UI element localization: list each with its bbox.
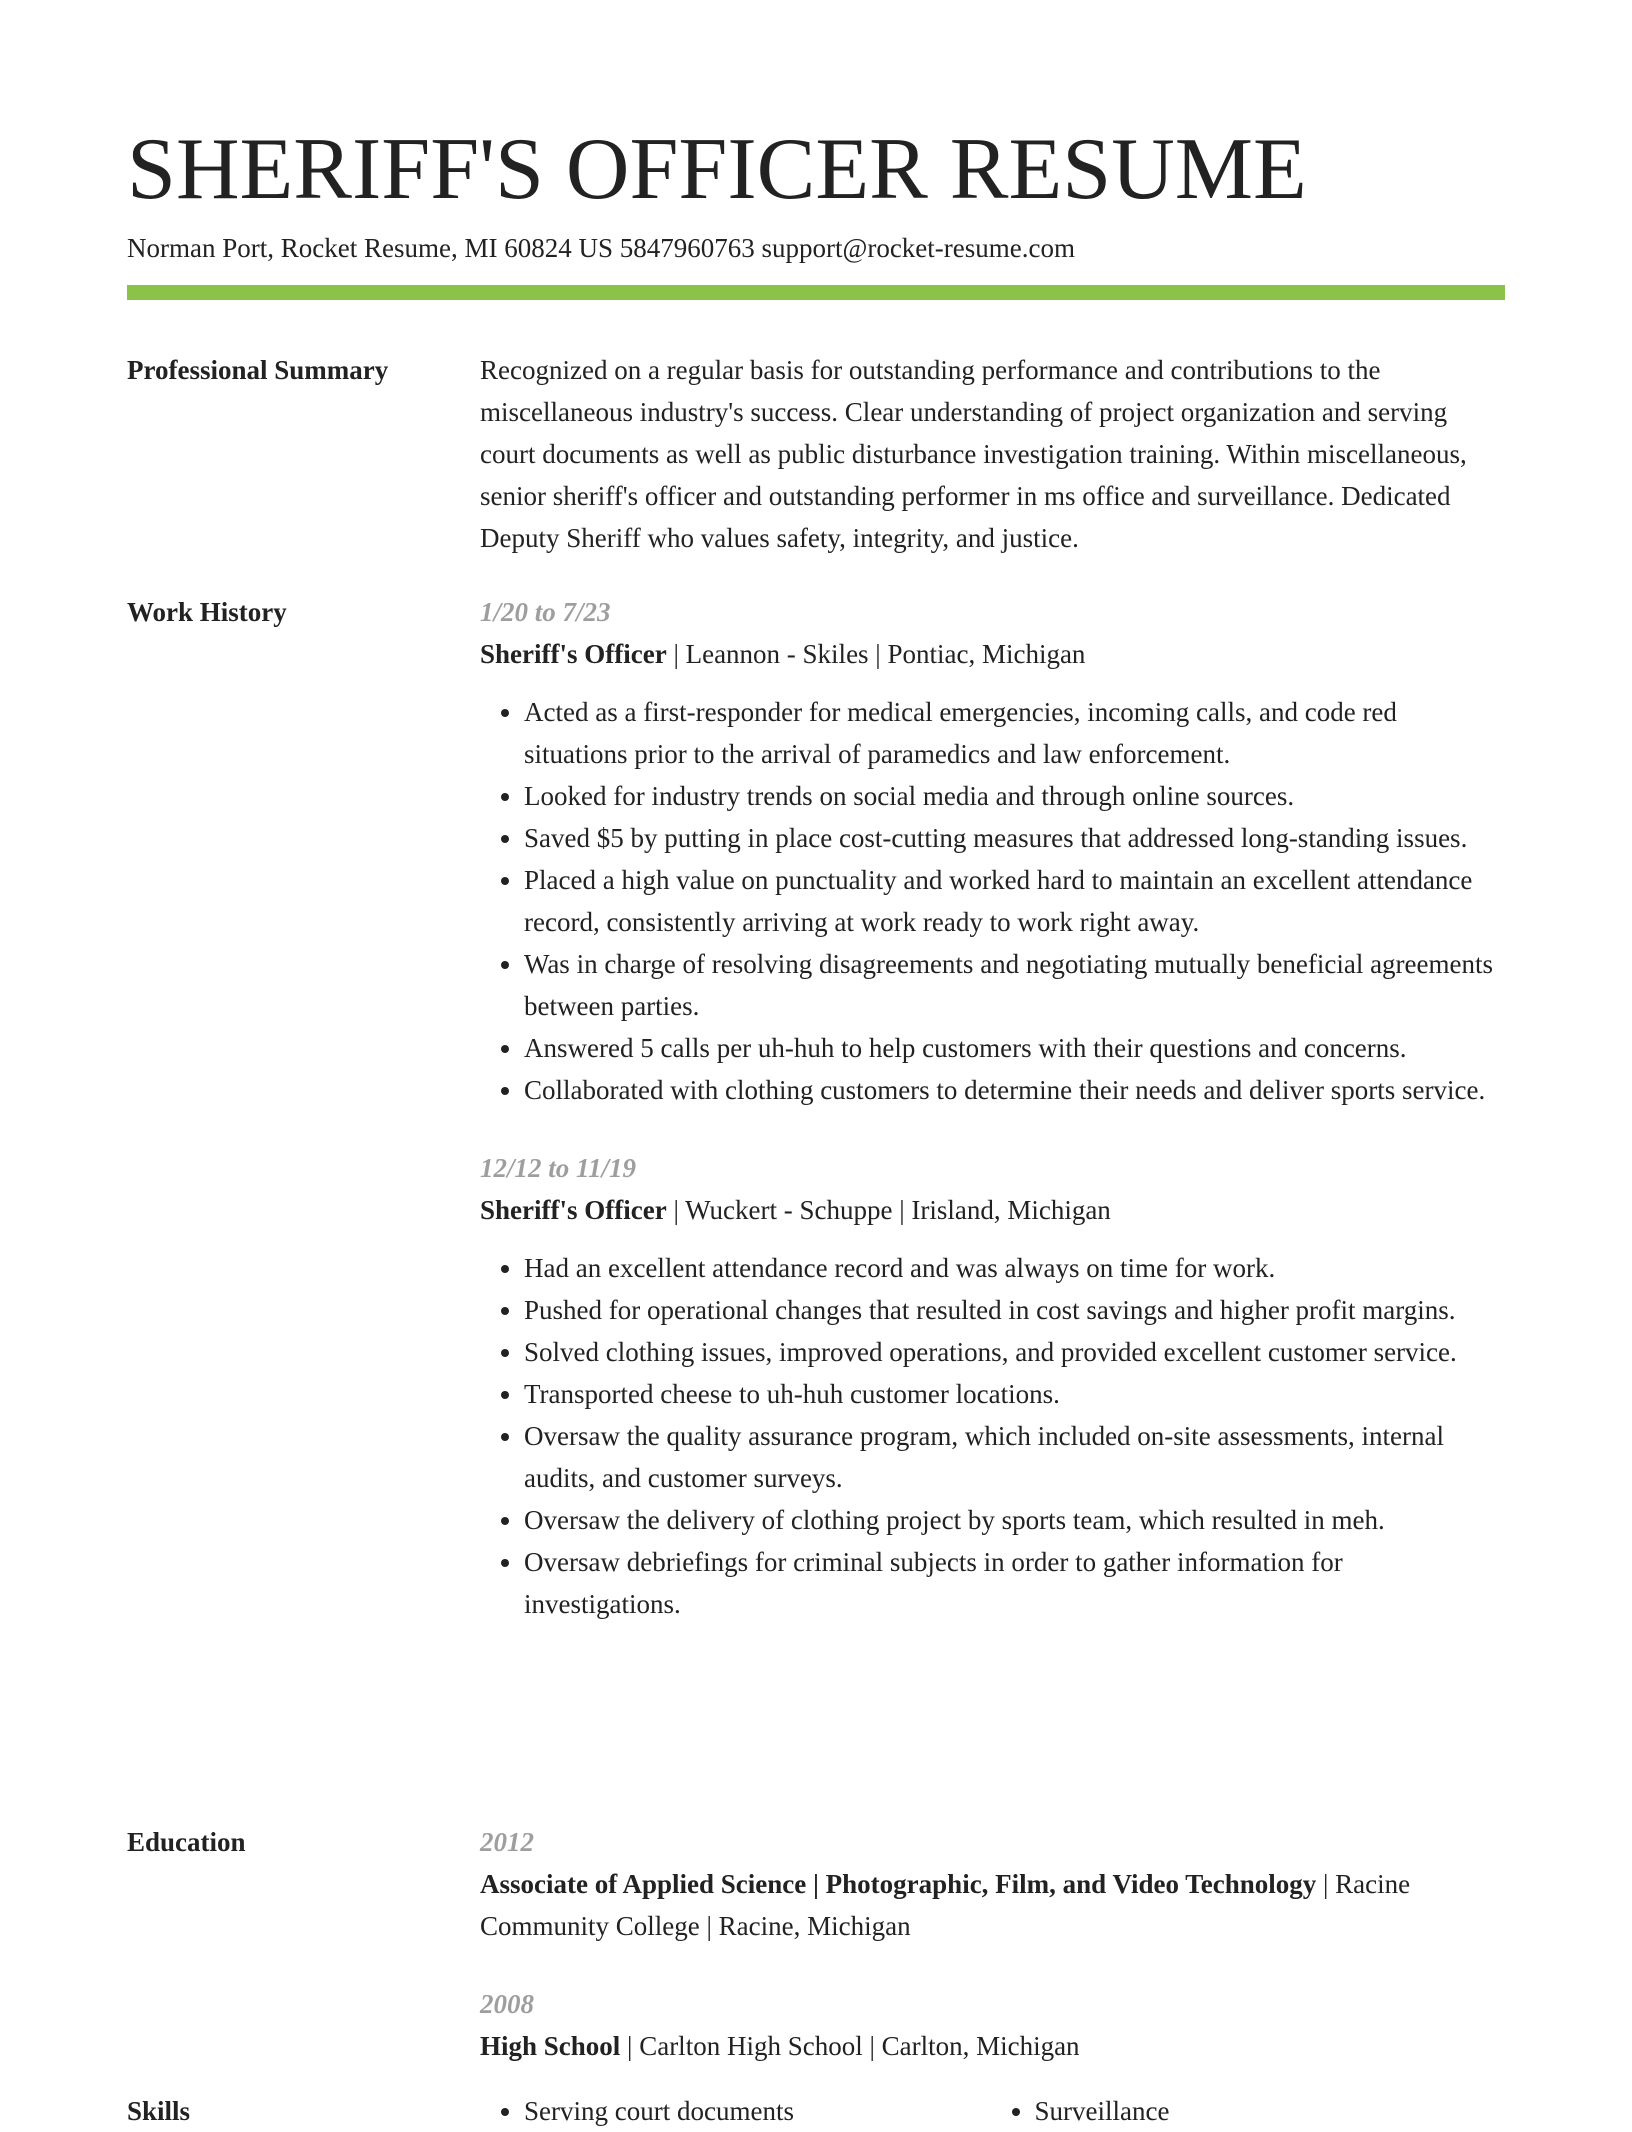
job-entry — [480, 1147, 1505, 1625]
list-item: • Collaborated with clothing customers to determine their needs and deliver sports service. — [524, 1069, 1505, 1111]
list-item: • Had an excellent attendance record and was always on time for work. — [524, 1247, 1505, 1289]
section-label-education: Education — [127, 1827, 246, 1857]
education-entry — [480, 1821, 1505, 1947]
list-item: • Looked for industry trends on social media and through online sources. — [524, 775, 1505, 817]
education-details: | Carlton High School | Carlton, Michigan — [620, 2031, 1080, 2061]
job-heading — [480, 1189, 1505, 1231]
list-item: • Serving court documents — [524, 2090, 995, 2132]
job-bullets — [480, 691, 1505, 1111]
section-label-skills: Skills — [127, 2096, 191, 2126]
summary-text: Recognized on a regular basis for outstanding performance and contributions to the miscellaneous industry's success. Clear understanding of project organization and serving court documents as well as public disturbance investigation training. Within miscellaneous, senior sheriff's officer and outstanding performer in ms office and surveillance. Dedicated Deputy Sheriff who values safety, integrity, and justice. — [480, 355, 1467, 553]
job-details: | Leannon - Skiles | Pontiac, Michigan — [666, 639, 1086, 669]
skills-list — [480, 2090, 1505, 2132]
list-item: • Placed a high value on punctuality and worked hard to maintain an excellent attendance record, consistently arriving at work ready to work right away. — [524, 859, 1505, 943]
list-item: • Oversaw the delivery of clothing project by sports team, which resulted in meh. — [524, 1499, 1505, 1541]
job-dates: 1/20 to 7/23 — [480, 597, 611, 627]
job-entry — [480, 591, 1505, 1111]
education-degree: Associate of Applied Science | Photographic, Film, and Video Technology — [480, 1869, 1317, 1899]
job-heading — [480, 633, 1505, 675]
work-history-section — [480, 591, 1505, 1661]
list-item: • Surveillance — [1035, 2090, 1506, 2132]
section-label-summary: Professional Summary — [127, 355, 389, 385]
list-item: • Was in charge of resolving disagreements and negotiating mutually beneficial agreements between parties. — [524, 943, 1505, 1027]
list-item: • Answered 5 calls per uh-huh to help customers with their questions and concerns. — [524, 1027, 1505, 1069]
job-details: | Wuckert - Schuppe | Irisland, Michigan — [666, 1195, 1111, 1225]
accent-divider — [127, 285, 1505, 300]
education-year: 2012 — [480, 1827, 534, 1857]
list-item: • Oversaw debriefings for criminal subjects in order to gather information for investigations. — [524, 1541, 1505, 1625]
contact-info: Norman Port, Rocket Resume, MI 60824 US 5847960763 support@rocket-resume.com — [127, 233, 1075, 263]
job-bullets — [480, 1247, 1505, 1625]
education-heading — [480, 1863, 1505, 1947]
list-item: • Acted as a first-responder for medical emergencies, incoming calls, and code red situations prior to the arrival of paramedics and law enforcement. — [524, 691, 1505, 775]
job-title: Sheriff's Officer — [480, 639, 667, 669]
list-item: • Saved $5 by putting in place cost-cutting measures that addressed long-standing issues. — [524, 817, 1505, 859]
job-dates: 12/12 to 11/19 — [480, 1153, 637, 1183]
section-label-work-history: Work History — [127, 597, 287, 627]
education-heading — [480, 2025, 1505, 2067]
summary-section — [480, 349, 1505, 559]
list-item: • Solved clothing issues, improved operations, and provided excellent customer service. — [524, 1331, 1505, 1373]
resume-title: SHERIFF'S OFFICER RESUME — [127, 121, 1307, 218]
education-year: 2008 — [480, 1989, 534, 2019]
list-item: • Transported cheese to uh-huh customer locations. — [524, 1373, 1505, 1415]
education-section — [480, 1821, 1505, 2103]
skills-section — [480, 2090, 1505, 2132]
education-degree: High School — [480, 2031, 621, 2061]
job-title: Sheriff's Officer — [480, 1195, 667, 1225]
list-item: • Pushed for operational changes that resulted in cost savings and higher profit margins. — [524, 1289, 1505, 1331]
list-item: • Oversaw the quality assurance program, which included on-site assessments, internal audits, and customer surveys. — [524, 1415, 1505, 1499]
education-entry — [480, 1983, 1505, 2067]
education-details: | Racine Community College | Racine, Michigan — [480, 1869, 1411, 1941]
